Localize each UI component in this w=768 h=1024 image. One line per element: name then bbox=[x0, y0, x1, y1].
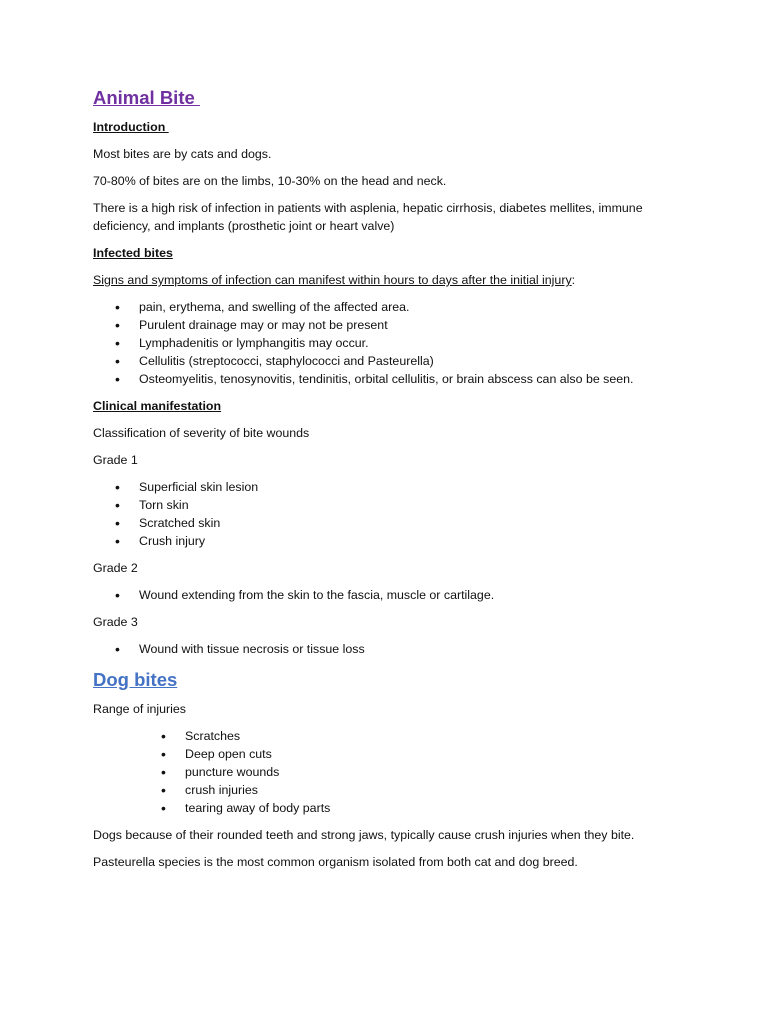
document-page bbox=[93, 86, 683, 880]
list-item: • Wound with tissue necrosis or tissue loss bbox=[139, 640, 683, 658]
infected-bites-lead-colon: : bbox=[571, 273, 576, 287]
infected-bites-list bbox=[93, 298, 683, 388]
list-item: • puncture wounds bbox=[185, 763, 683, 781]
introduction-heading: Introduction bbox=[93, 120, 169, 134]
list-item: • Crush injury bbox=[139, 532, 683, 550]
grade-2-list bbox=[93, 586, 683, 604]
grade-3-label: Grade 3 bbox=[93, 615, 138, 629]
dog-bites-intro: Range of injuries bbox=[93, 702, 186, 716]
list-item: • Osteomyelitis, tenosynovitis, tendinitis, orbital cellulitis, or brain abscess can also be seen. bbox=[139, 370, 683, 388]
list-item: • Scratched skin bbox=[139, 514, 683, 532]
dog-bites-paragraph-1: Dogs because of their rounded teeth and strong jaws, typically cause crush injuries when they bite. bbox=[93, 828, 635, 842]
grade-1-list bbox=[93, 478, 683, 550]
grade-2-label: Grade 2 bbox=[93, 561, 138, 575]
dog-bites-paragraph-2: Pasteurella species is the most common organism isolated from both cat and dog breed. bbox=[93, 855, 578, 869]
intro-paragraph-2: 70-80% of bites are on the limbs, 10-30% on the head and neck. bbox=[93, 174, 447, 188]
list-item: • crush injuries bbox=[185, 781, 683, 799]
list-item: • Purulent drainage may or may not be present bbox=[139, 316, 683, 334]
dog-bites-heading: Dog bites bbox=[93, 669, 178, 690]
list-item: • Scratches bbox=[185, 727, 683, 745]
grade-1-label: Grade 1 bbox=[93, 453, 138, 467]
list-item: • Superficial skin lesion bbox=[139, 478, 683, 496]
document-title: Animal Bite bbox=[93, 87, 200, 108]
list-item: • pain, erythema, and swelling of the affected area. bbox=[139, 298, 683, 316]
grade-3-list bbox=[93, 640, 683, 658]
list-item: • tearing away of body parts bbox=[185, 799, 683, 817]
list-item: • Torn skin bbox=[139, 496, 683, 514]
list-item: • Lymphadenitis or lymphangitis may occur. bbox=[139, 334, 683, 352]
infected-bites-heading: Infected bites bbox=[93, 246, 173, 260]
list-item: • Wound extending from the skin to the fascia, muscle or cartilage. bbox=[139, 586, 683, 604]
clinical-intro: Classification of severity of bite wounds bbox=[93, 426, 310, 440]
infected-bites-lead bbox=[93, 271, 683, 289]
intro-paragraph-1: Most bites are by cats and dogs. bbox=[93, 147, 272, 161]
list-item: • Deep open cuts bbox=[185, 745, 683, 763]
intro-paragraph-3: There is a high risk of infection in patients with asplenia, hepatic cirrhosis, diabetes mellites, immune deficiency, and implants (prosthetic joint or heart valve) bbox=[93, 201, 643, 233]
infected-bites-lead-text: Signs and symptoms of infection can manifest within hours to days after the initial injury bbox=[93, 273, 572, 287]
clinical-manifestation-heading: Clinical manifestation bbox=[93, 399, 222, 413]
list-item: • Cellulitis (streptococci, staphylococci and Pasteurella) bbox=[139, 352, 683, 370]
dog-bites-injury-list bbox=[93, 727, 683, 817]
